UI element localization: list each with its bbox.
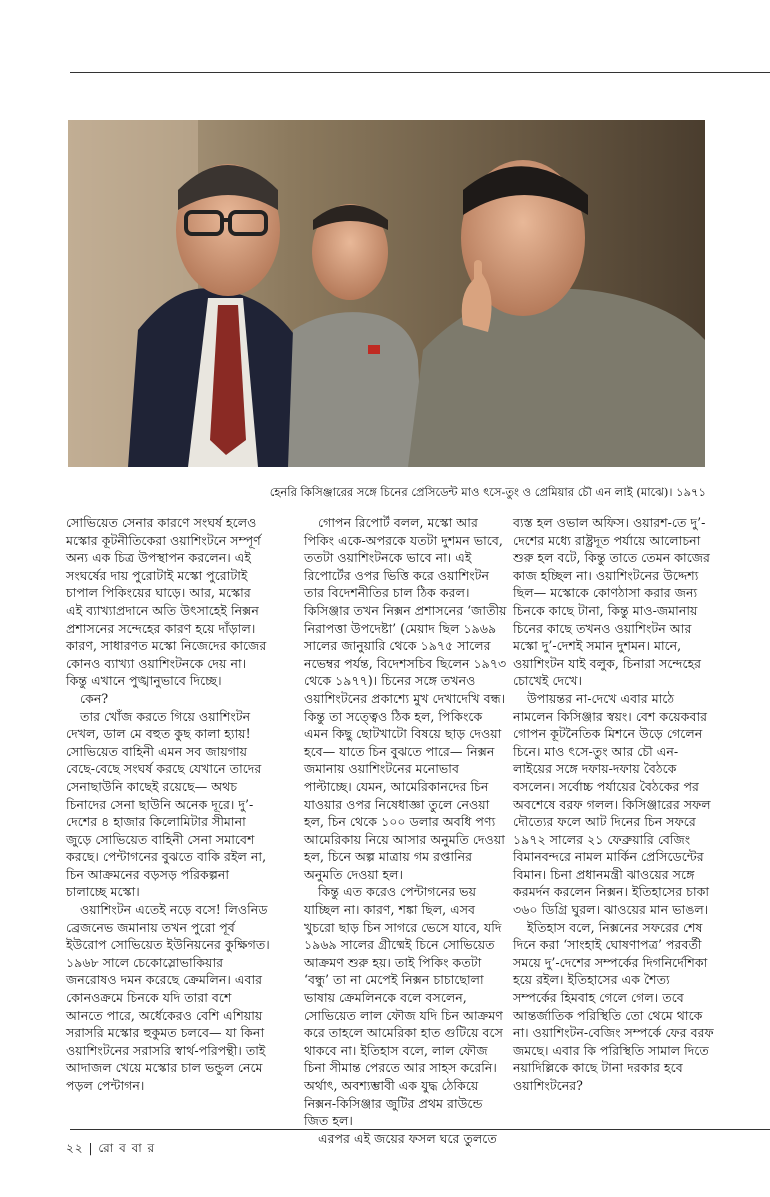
page-footer (66, 1140, 155, 1160)
paragraph: সোভিয়েত সেনার কারণে সংঘর্ষ হলেও মস্কোর কূটনীতিকেরা ওয়াশিংটনে সম্পূর্ণ অন্য এক চিত্র উপস্থাপন করলেন। এই সংঘর্ষের দায় পুরোটাই মস্কো পুরোটাই চাপাল পিকিংয়ের ঘাড়ে। আর, মস্কোর এই ব্যাখ্যাপ্রদানে অতি উৎসাহেই নিক্সন প্রশাসনের সন্দেহের কারণ হয়ে দাঁড়াল। কারণ, সাধারণত মস্কো নিজেদের কাজের কোনও ব্যাখ্যা ওয়াশিংটনকে দেয় না। কিন্তু এখানে পুঙ্খানুভাবে দিচ্ছে। (66, 515, 267, 689)
paragraph: কিন্তু এত করেও পেন্টাগনের ভয় যাচ্ছিল না। কারণ, শঙ্কা ছিল, এসব খুচরো ছাড় চিন সাগরে ভেসে যাবে, যদি ১৯৬৯ সালের গ্রীষ্মেই চিনে সোভিয়েত আক্রমণ শুরু হয়। তাই পিকিং কতটা ‘বন্ধু’ তা না মেপেই নিক্সন চাচাছোলা ভাষায় ক্রেমলিনকে বলে বসলেন, সোভিয়েত লাল ফৌজ যদি চিন আক্রমণ করে তাহলে আমেরিকা হাত গুটিয়ে বসে থাকবে না। ইতিহাস বলে, লাল ফৌজ চিনা সীমান্ত পেরতে আর সাহস করেনি। অর্থাৎ, অবশ্যম্ভাবী এক যুদ্ধ ঠেকিয়ে নিক্সন-কিসিঞ্জার জুটির প্রথম রাউন্ডে জিত হল। (304, 884, 503, 1129)
paragraph: উপায়ন্তর না-দেখে এবার মাঠে নামলেন কিসিঞ্জার স্বয়ং। বেশ কয়েকবার গোপন কূটনৈতিক মিশনে উড়ে গেলেন চিনে। মাও ৎসে-তুং আর চৌ এন-লাইয়ের সঙ্গে দফায়-দফায় বৈঠকে বসলেন। সর্বোচ্চ পর্যায়ের বৈঠকের পর অবশেষে বরফ গলল। কিসিঞ্জারের সফল দৌত্যের ফলে আট দিনের চিন সফরে ১৯৭২ সালের ২১ ফেব্রুয়ারি বেজিং বিমানবন্দরে নামল মার্কিন প্রেসিডেন্টের বিমান। চিনা প্রধানমন্ত্রী ঝাওয়ের সঙ্গে করমর্দন করলেন নিক্সন। ইতিহাসের চাকা ৩৬০ ডিগ্রি ঘুরল। ঝাওয়ের মান ভাঙল। (513, 690, 711, 918)
text-column-2 (304, 514, 508, 1146)
top-rule (70, 72, 770, 73)
historical-photo (68, 120, 705, 467)
page-number: ২২ (66, 1141, 84, 1155)
folio-separator: | (88, 1141, 94, 1155)
magazine-name: রো ব বা র (98, 1141, 156, 1155)
bottom-rule (70, 1129, 770, 1130)
paragraph: কেন? (80, 690, 109, 706)
paragraph: ইতিহাস বলে, নিক্সনের সফরের শেষ দিনে করা ‘সাংহাই ঘোষণাপত্র’ পরবর্তী সময়ে দু’-দেশের সম্পর্কের দিগনির্দেশিকা হয়ে রইল। ইতিহাসের এক শৈত্য সম্পর্কের হিমবাহ গেলে গেল। তবে আন্তর্জাতিক পরিস্থিতি তো থেমে থাকে না। ওয়াশিংটন-বেজিং সম্পর্কে ফের বরফ জমছে। এবার কি পরিস্থিতি সামাল দিতে নয়াদিল্লিকে কাছে টানা দরকার হবে ওয়াশিংটনের? (513, 919, 714, 1093)
paragraph: গোপন রিপোর্ট বলল, মস্কো আর পিকিং একে-অপরকে যতটা দুশমন ভাবে, ততটা ওয়াশিংটনকে ভাবে না। এই রিপোর্টের ওপর ভিত্তি করে ওয়াশিংটন তার বিদেশনীতির চাল ঠিক করল। কিসিঞ্জার তখন নিক্সন প্রশাসনের ‘জাতীয় নিরাপত্তা উপদেষ্টা’ (মেয়াদ ছিল ১৯৬৯ সালের জানুয়ারি থেকে ১৯৭৫ সালের নভেম্বর পর্যন্ত, বিদেশসচিব ছিলেন ১৯৭৩ থেকে ১৯৭৭)। চিনের সঙ্গে তখনও ওয়াশিংটনের প্রকাশ্যে মুখ দেখাদেখি বন্ধ। কিন্তু তা সত্ত্বেও ঠিক হল, পিকিংকে এমন কিছু ছোটখাটো বিষয়ে ছাড় দেওয়া হবে— যাতে চিন বুঝতে পারে— নিক্সন জমানায় ওয়াশিংটনের মনোভাব পাল্টাচ্ছে। যেমন, আমেরিকানদের চিন যাওয়ার ওপর নিষেধাজ্ঞা তুলে নেওয়া হল, চিন থেকে ১০০ ডলার অবধি পণ্য আমেরিকায় নিয়ে আসার অনুমতি দেওয়া হল, চিনে অল্প মাত্রায় গম রপ্তানির অনুমতি দেওয়া হল। (304, 515, 507, 882)
text-column-3 (513, 514, 717, 1124)
text-column-1 (66, 514, 270, 1124)
paragraph: ব্যস্ত হল ওভাল অফিস। ওয়ারশ-তে দু’-দেশের মধ্যে রাষ্ট্রদূত পর্যায়ে আলোচনা শুরু হল বটে, কিন্তু তাতে তেমন কাজের কাজ হচ্ছিল না। ওয়াশিংটনের উদ্দেশ্য ছিল— মস্কোকে কোণঠাসা করার জন্য চিনকে কাছে টানা, কিন্তু মাও-জমানায় চিনের কাছে তখনও ওয়াশিংটন আর মস্কো দু’-দেশই সমান দুশমন। মানে, ওয়াশিংটন যাই বলুক, চিনারা সন্দেহের চোখেই দেখে। (513, 515, 710, 689)
paragraph: এরপর এই জয়ের ফসল ঘরে তুলতে (318, 1130, 497, 1146)
paragraph: ওয়াশিংটন এতেই নড়ে বসে! লিওনিড ব্রেজনেভ জমানায় তখন পুরো পূর্ব ইউরোপ সোভিয়েত ইউনিয়নের কুক্ষিগত। ১৯৬৮ সালে চেকোস্লোভাকিয়ার জনরোষও দমন করেছে ক্রেমলিন। এবার কোনওক্রমে চিনকে যদি তারা বশে আনতে পারে, অর্ধেকেরও বেশি এশিয়ায় সরাসরি মস্কোর হুকুমত চলবে— যা কিনা ওয়াশিংটনের সরাসরি স্বার্থ-পরিপন্থী। তাই আদাজল খেয়ে মস্কোর চাল ভন্ডুল নেমে পড়ল পেন্টাগন। (66, 902, 270, 1093)
photo-caption: হেনরি কিসিঞ্জারের সঙ্গে চিনের প্রেসিডেন্ট মাও ৎসে-তুং ও প্রেমিয়ার চৌ এন লাই (মাঝে)। ১৯৭১ (269, 485, 706, 499)
paragraph: তার খোঁজ করতে গিয়ে ওয়াশিংটন দেখল, ডাল মে বহুত কুছ কালা হ্যায়! সোভিয়েত বাহিনী এমন সব জায়গায় বেছে-বেছে সংঘর্ষ করছে যেখানে তাদের সেনাছাউনি কাছেই রয়েছে— অথচ চিনাদের সেনা ছাউনি অনেক দূরে। দু’-দেশের ৪ হাজার কিলোমিটার সীমানা জুড়ে সোভিয়েত বাহিনী সেনা সমাবেশ করছে। পেন্টাগনের বুঝতে বাকি রইল না, চিন আক্রমনের বড়সড় পরিকল্পনা চালাচ্ছে মস্কো। (66, 708, 267, 900)
